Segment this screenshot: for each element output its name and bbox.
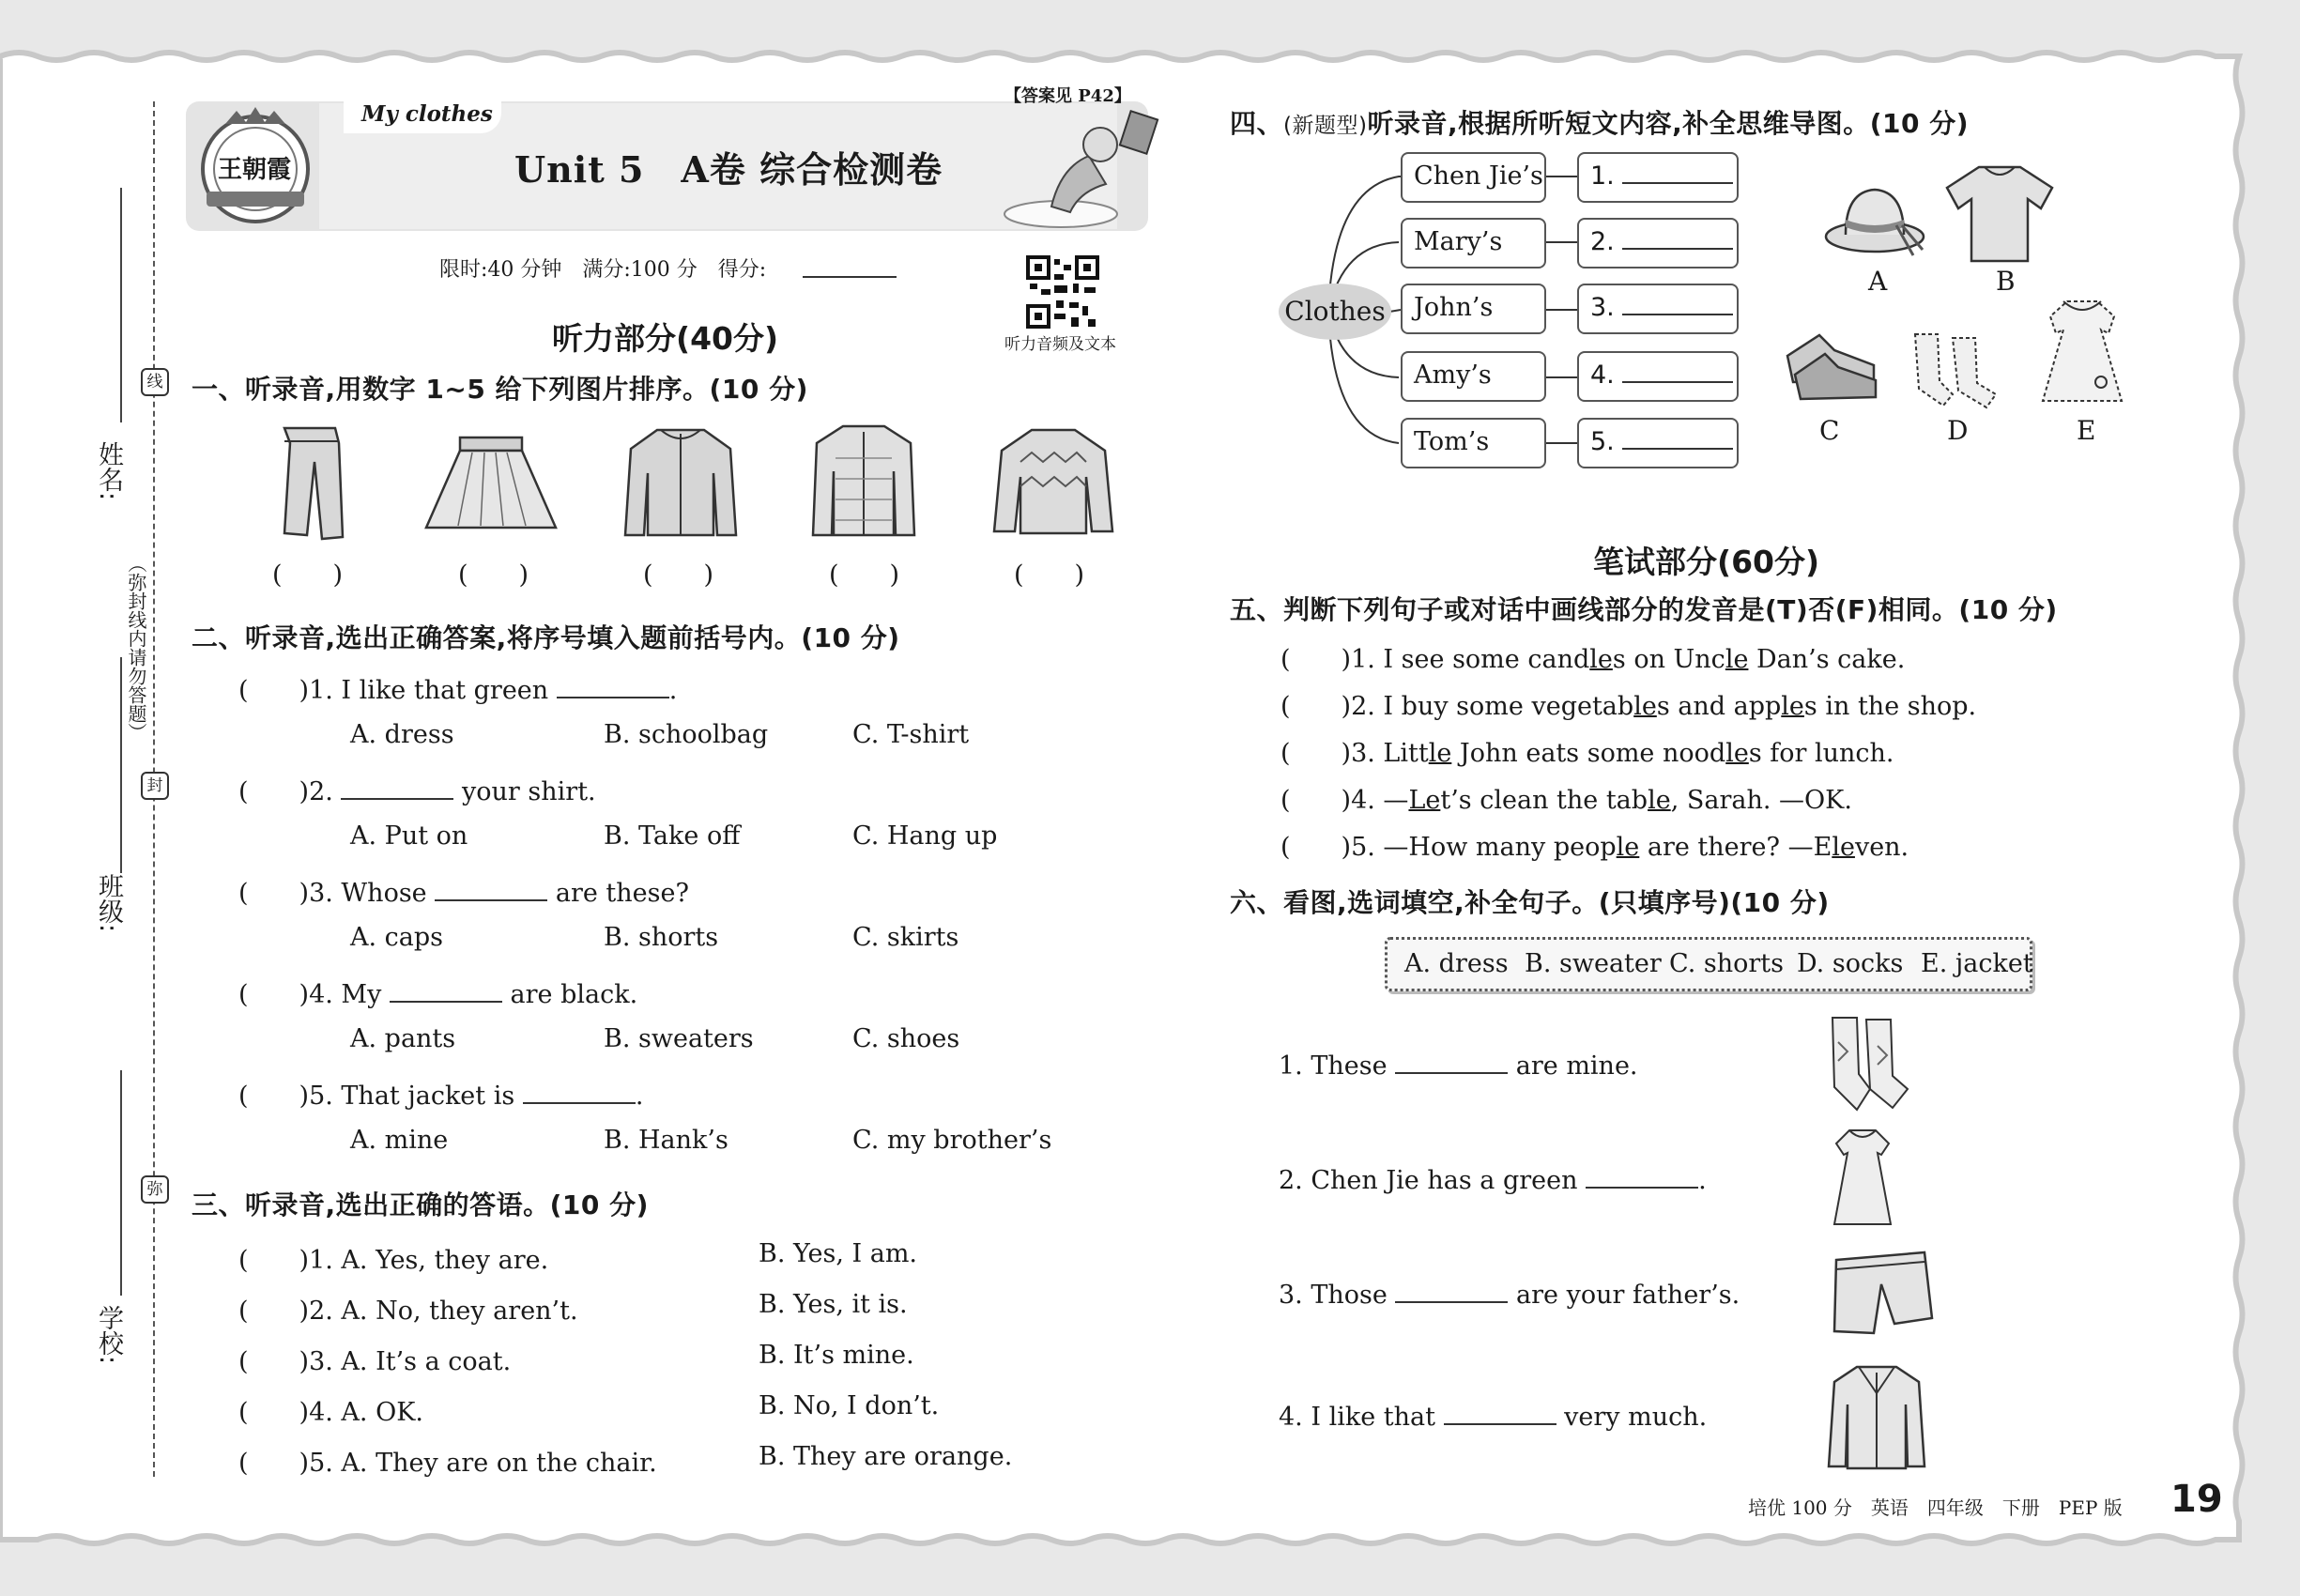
picture-label-e: E xyxy=(2077,415,2096,446)
tshirt-picture xyxy=(1943,161,2056,265)
shoes-picture xyxy=(1782,324,1880,404)
shorts-picture xyxy=(1827,1247,1938,1341)
name-label: 姓名: xyxy=(94,441,123,501)
picture-label-d: D xyxy=(1947,415,1969,446)
question-item: ( )1. I like that green . xyxy=(238,676,678,705)
footer-series: 培优 100 分 英语 四年级 下册 PEP 版 xyxy=(1748,1496,2123,1519)
jacket-picture xyxy=(620,424,742,542)
option-a[interactable]: A. pants xyxy=(350,1024,456,1053)
score-blank xyxy=(803,276,897,278)
option-b[interactable]: B. Yes, it is. xyxy=(759,1290,908,1319)
mind-map-name: Amy’s xyxy=(1401,351,1546,402)
seal-mi-mark: 弥 xyxy=(141,1175,169,1204)
fill-sentence: 3. Those are your father’s. xyxy=(1279,1281,1740,1310)
word-bank-option: B. sweater xyxy=(1525,949,1662,978)
question-item: ( )3. Whose are these? xyxy=(238,879,689,908)
question-item: ( )4. My are black. xyxy=(238,980,638,1009)
question-item[interactable]: ( )4. A. OK. xyxy=(238,1398,423,1427)
mind-map-answer-box[interactable]: 4. xyxy=(1577,351,1739,402)
answer-blank[interactable] xyxy=(1586,1164,1698,1189)
name-write-line xyxy=(120,188,122,422)
option-a[interactable]: A. dress xyxy=(350,720,454,749)
jacket-picture xyxy=(1825,1363,1928,1472)
socks-picture xyxy=(1825,1014,1909,1115)
mind-map-answer-box[interactable]: 3. xyxy=(1577,284,1739,334)
option-b[interactable]: B. Hank’s xyxy=(604,1126,728,1155)
option-b[interactable]: B. shorts xyxy=(604,923,719,952)
option-c[interactable]: C. Hang up xyxy=(852,821,998,851)
question-item[interactable]: ( )2. A. No, they aren’t. xyxy=(238,1297,578,1326)
word-bank-option: E. jacket xyxy=(1921,949,2033,978)
topic-label: My clothes xyxy=(361,101,493,127)
question-item[interactable]: ( )5. A. They are on the chair. xyxy=(238,1449,657,1478)
option-a[interactable]: A. Put on xyxy=(350,821,468,851)
option-a[interactable]: A. mine xyxy=(350,1126,449,1155)
question-item: ( )5. That jacket is . xyxy=(238,1082,644,1111)
answer-blank[interactable] xyxy=(341,775,453,800)
option-b[interactable]: B. sweaters xyxy=(604,1024,754,1053)
picture-label-c: C xyxy=(1819,415,1840,446)
pants-picture xyxy=(268,424,361,546)
option-b[interactable]: B. schoolbag xyxy=(604,720,769,749)
option-b[interactable]: B. Yes, I am. xyxy=(759,1239,918,1268)
writing-section-title: 笔试部分(60分) xyxy=(1593,544,1820,580)
page-number: 19 xyxy=(2170,1478,2223,1521)
option-b[interactable]: B. Take off xyxy=(604,821,741,851)
qr-caption: 听力音频及文本 xyxy=(1004,335,1116,354)
option-c[interactable]: C. T-shirt xyxy=(852,720,970,749)
exam-title: Unit 5 A卷 综合检测卷 xyxy=(514,148,943,191)
option-b[interactable]: B. No, I don’t. xyxy=(759,1391,940,1420)
qr-code-icon[interactable] xyxy=(1026,255,1099,329)
option-b[interactable]: B. They are orange. xyxy=(759,1442,1013,1471)
question-item[interactable]: ( )3. Little John eats some noodles for lunch. xyxy=(1280,739,1894,768)
hat-picture xyxy=(1823,180,1931,265)
fill-sentence: 2. Chen Jie has a green . xyxy=(1279,1166,1707,1195)
word-bank-box xyxy=(1385,937,2032,991)
fill-sentence: 1. These are mine. xyxy=(1279,1051,1638,1081)
socks-picture xyxy=(1906,329,2004,411)
class-write-line xyxy=(120,657,122,873)
mind-map-name: Tom’s xyxy=(1401,418,1546,468)
word-bank-option: D. socks xyxy=(1797,949,1904,978)
dress-picture xyxy=(2035,296,2129,408)
seal-line-mark: 线 xyxy=(141,368,169,396)
answer-paren[interactable]: ( ) xyxy=(643,560,714,590)
question-item[interactable]: ( )1. I see some candles on Uncle Dan’s cake. xyxy=(1280,645,1906,674)
answer-blank[interactable] xyxy=(1444,1401,1556,1425)
option-c[interactable]: C. my brother’s xyxy=(852,1126,1052,1155)
mind-map-name: Chen Jie’s xyxy=(1401,152,1546,203)
picture-label-a: A xyxy=(1868,266,1888,297)
question-item[interactable]: ( )1. A. Yes, they are. xyxy=(238,1246,549,1275)
exam-meta: 限时:40 分钟 满分:100 分 得分: xyxy=(439,258,767,282)
brand-logo-text: 王朝霞 xyxy=(218,156,292,184)
part4-heading: 四、(新题型)听录音,根据所听短文内容,补全思维导图。(10 分) xyxy=(1230,108,1970,139)
part1-heading: 一、听录音,用数字 1~5 给下列图片排序。(10 分) xyxy=(192,374,808,405)
option-a[interactable]: A. caps xyxy=(350,923,444,952)
answer-paren[interactable]: ( ) xyxy=(1014,560,1085,590)
mind-map-answer-box[interactable]: 1. xyxy=(1577,152,1739,203)
option-c[interactable]: C. skirts xyxy=(852,923,959,952)
answer-paren[interactable]: ( ) xyxy=(458,560,529,590)
answer-paren[interactable]: ( ) xyxy=(829,560,900,590)
mind-map-center: Clothes xyxy=(1279,284,1391,340)
answer-paren[interactable]: ( ) xyxy=(272,560,344,590)
kid-reading-illustration xyxy=(995,101,1159,231)
question-item[interactable]: ( )3. A. It’s a coat. xyxy=(238,1347,512,1376)
answer-blank[interactable] xyxy=(435,877,547,901)
mind-map-name: John’s xyxy=(1401,284,1546,334)
skirt-picture xyxy=(421,434,561,537)
answer-blank[interactable] xyxy=(523,1080,636,1104)
answer-blank[interactable] xyxy=(390,978,502,1003)
class-label: 班级: xyxy=(94,873,123,933)
part6-heading: 六、看图,选词填空,补全句子。(只填序号)(10 分) xyxy=(1230,887,1830,918)
question-item[interactable]: ( )4. —Let’s clean the table, Sarah. —OK. xyxy=(1280,786,1852,815)
question-item: ( )2. your shirt. xyxy=(238,777,596,806)
part5-heading: 五、判断下列句子或对话中画线部分的发音是(T)否(F)相同。(10 分) xyxy=(1230,594,2058,625)
school-write-line xyxy=(120,1070,122,1296)
mind-map-answer-box[interactable]: 5. xyxy=(1577,418,1739,468)
dress-picture xyxy=(1825,1127,1900,1230)
option-b[interactable]: B. It’s mine. xyxy=(759,1341,914,1370)
binding-instruction: （弥封线内请勿答题） xyxy=(125,554,147,742)
listening-section-title: 听力部分(40分) xyxy=(552,320,779,357)
word-bank-option: A. dress xyxy=(1404,949,1509,978)
question-item[interactable]: ( )2. I buy some vegetables and apples in the shop. xyxy=(1280,692,1977,721)
part2-heading: 二、听录音,选出正确答案,将序号填入题前括号内。(10 分) xyxy=(192,622,900,653)
answer-blank[interactable] xyxy=(1395,1279,1508,1303)
shirt-picture xyxy=(807,421,920,541)
option-c[interactable]: C. shoes xyxy=(852,1024,960,1053)
mind-map-answer-box[interactable]: 2. xyxy=(1577,218,1739,269)
sweater-picture xyxy=(990,424,1117,539)
answer-blank[interactable] xyxy=(1395,1050,1508,1074)
fill-sentence: 4. I like that very much. xyxy=(1279,1403,1708,1432)
mind-map-name: Mary’s xyxy=(1401,218,1546,269)
part3-heading: 三、听录音,选出正确的答语。(10 分) xyxy=(192,1189,649,1220)
word-bank-option: C. shorts xyxy=(1669,949,1784,978)
answer-reference: 【答案见 P42】 xyxy=(1004,86,1131,106)
picture-label-b: B xyxy=(1996,266,2016,297)
answer-blank[interactable] xyxy=(557,674,669,698)
question-item[interactable]: ( )5. —How many people are there? —Eleven. xyxy=(1280,833,1909,862)
school-label: 学校: xyxy=(94,1305,123,1365)
seal-feng-mark: 封 xyxy=(141,772,169,800)
